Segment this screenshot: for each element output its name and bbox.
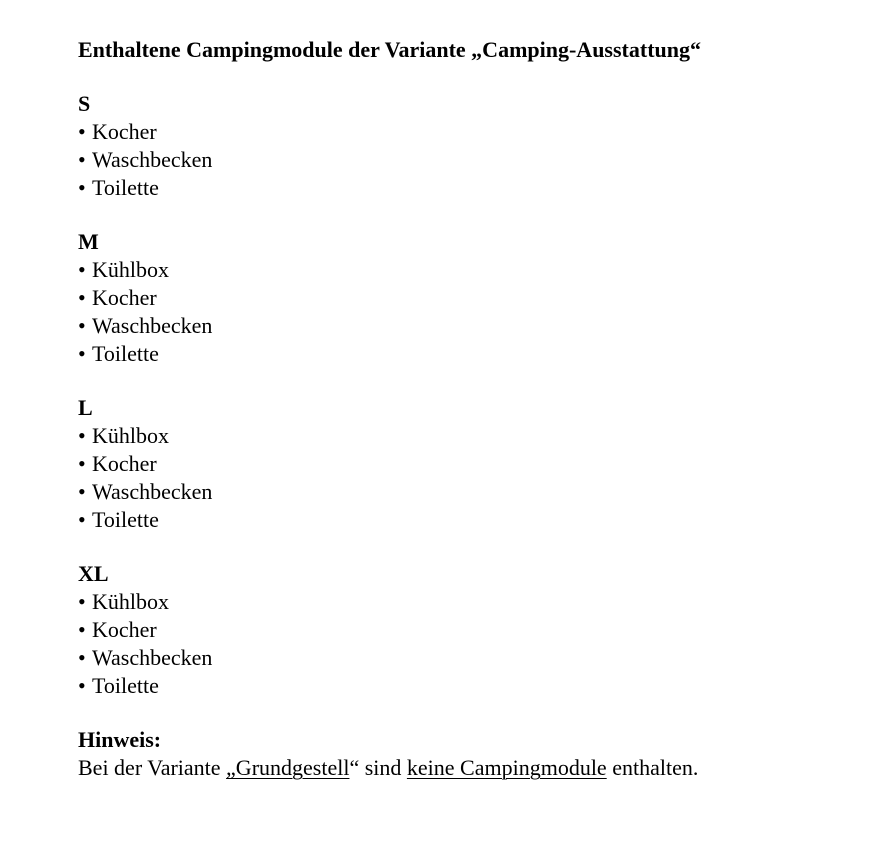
list-item-label: Kühlbox bbox=[92, 589, 169, 614]
bullet-icon: • bbox=[78, 451, 86, 476]
list-item bbox=[78, 672, 868, 700]
module-list bbox=[78, 118, 868, 202]
note-closing-quote: “ bbox=[349, 755, 360, 780]
bullet-icon: • bbox=[78, 175, 86, 200]
list-item bbox=[78, 118, 868, 146]
bullet-icon: • bbox=[78, 589, 86, 614]
list-item bbox=[78, 450, 868, 478]
list-item-label: Toilette bbox=[92, 341, 159, 366]
list-item-label: Kühlbox bbox=[92, 257, 169, 282]
bullet-icon: • bbox=[78, 285, 86, 310]
bullet-icon: • bbox=[78, 313, 86, 338]
list-item-label: Waschbecken bbox=[92, 313, 213, 338]
note-text bbox=[78, 754, 868, 782]
section-xl bbox=[78, 560, 868, 700]
list-item bbox=[78, 478, 868, 506]
section-l bbox=[78, 394, 868, 534]
note-text-middle: sind bbox=[359, 755, 407, 780]
note-text-before: Bei der Variante bbox=[78, 755, 227, 780]
bullet-icon: • bbox=[78, 617, 86, 642]
list-item bbox=[78, 340, 868, 368]
section-heading: XL bbox=[78, 561, 109, 586]
list-item-label: Waschbecken bbox=[92, 479, 213, 504]
module-list bbox=[78, 256, 868, 368]
list-item bbox=[78, 644, 868, 672]
list-item-label: Toilette bbox=[92, 175, 159, 200]
list-item bbox=[78, 146, 868, 174]
list-item bbox=[78, 284, 868, 312]
section-heading: M bbox=[78, 229, 99, 254]
note bbox=[78, 726, 868, 782]
list-item-label: Waschbecken bbox=[92, 147, 213, 172]
bullet-icon: • bbox=[78, 645, 86, 670]
list-item-label: Kocher bbox=[92, 451, 157, 476]
bullet-icon: • bbox=[78, 673, 86, 698]
bullet-icon: • bbox=[78, 423, 86, 448]
document-title: Enthaltene Campingmodule der Variante „Camping-Ausstattung“ bbox=[78, 37, 702, 62]
list-item-label: Kühlbox bbox=[92, 423, 169, 448]
list-item-label: Kocher bbox=[92, 119, 157, 144]
note-text-after: enthalten. bbox=[606, 755, 699, 780]
list-item bbox=[78, 616, 868, 644]
list-item bbox=[78, 256, 868, 284]
section-s bbox=[78, 90, 868, 202]
section-heading: S bbox=[78, 91, 91, 116]
list-item-label: Kocher bbox=[92, 617, 157, 642]
no-modules-underlined: keine Campingmodule bbox=[406, 755, 607, 780]
bullet-icon: • bbox=[78, 147, 86, 172]
list-item bbox=[78, 174, 868, 202]
bullet-icon: • bbox=[78, 479, 86, 504]
section-heading: L bbox=[78, 395, 93, 420]
module-list bbox=[78, 588, 868, 700]
variant-name-underlined: „Grundgestell bbox=[226, 755, 350, 780]
list-item-label: Waschbecken bbox=[92, 645, 213, 670]
document bbox=[78, 36, 868, 782]
list-item-label: Kocher bbox=[92, 285, 157, 310]
list-item bbox=[78, 422, 868, 450]
module-list bbox=[78, 422, 868, 534]
list-item bbox=[78, 588, 868, 616]
bullet-icon: • bbox=[78, 341, 86, 366]
section-m bbox=[78, 228, 868, 368]
bullet-icon: • bbox=[78, 507, 86, 532]
list-item bbox=[78, 506, 868, 534]
list-item bbox=[78, 312, 868, 340]
bullet-icon: • bbox=[78, 119, 86, 144]
list-item-label: Toilette bbox=[92, 673, 159, 698]
bullet-icon: • bbox=[78, 257, 86, 282]
list-item-label: Toilette bbox=[92, 507, 159, 532]
note-heading: Hinweis: bbox=[78, 727, 162, 752]
